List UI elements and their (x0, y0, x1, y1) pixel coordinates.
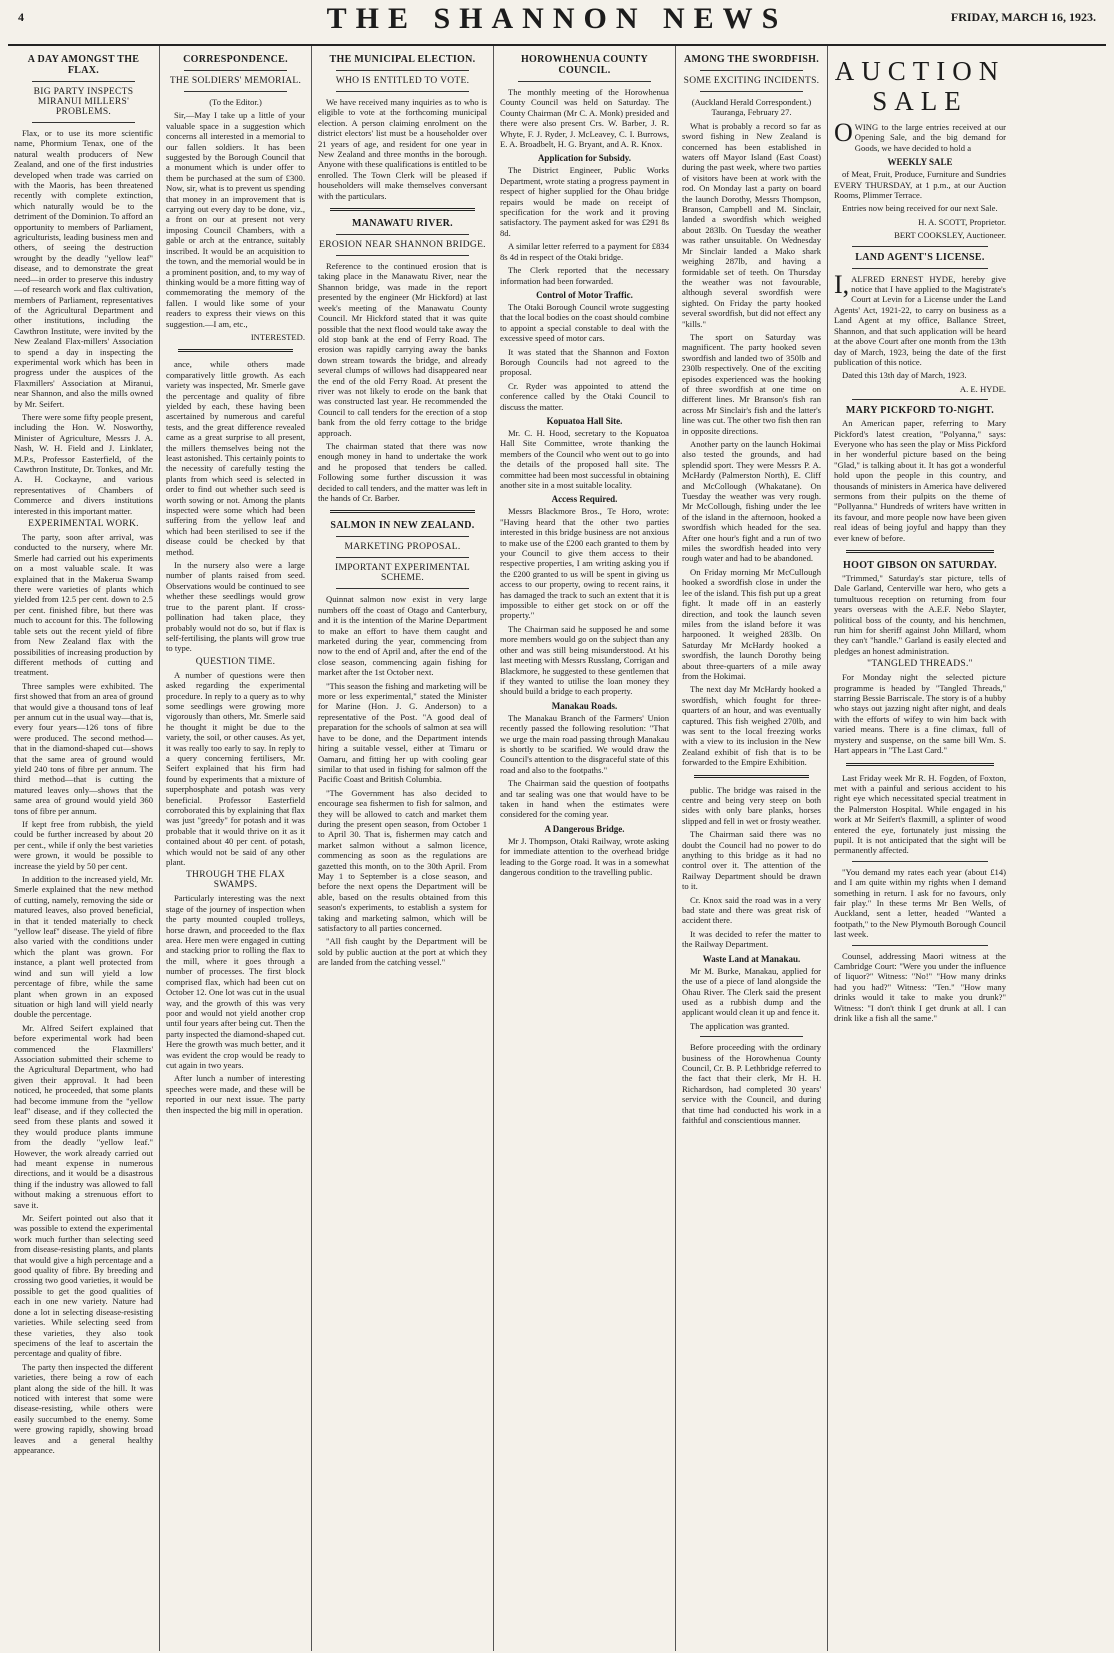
license-date: Dated this 13th day of March, 1923. (842, 370, 967, 381)
article-subheading: THE SOLDIERS' MEMORIAL. (169, 76, 302, 86)
divider (184, 70, 287, 71)
paragraph: If kept free from rubbish, the yield could be further increased by about 20 per cent., while if only the best varieties were grown, it would be possible to increase the yield by 50 per cent. (14, 819, 153, 871)
divider (32, 122, 135, 123)
divider (852, 945, 988, 946)
divider (852, 399, 988, 400)
article-heading: CORRESPONDENCE. (183, 54, 288, 65)
paragraph: Counsel, addressing Maori witness at the Cambridge Court: "Were you under the influence of liquor?" Witness: "No!" "How many drinks had you had?" Witness: "Ten." "How many drinks would it take to make you drunk?" Witness: "I don't think I get drunk at all. I can drink like a fish all the same." (834, 950, 1006, 1024)
article-subheading: BIG PARTY INSPECTS MIRANUI MILLERS' PROBLEMS. (33, 87, 134, 117)
paragraph: What is probably a record so far as sword fishing in New Zealand is concerned has been established in waters off Mayor Island (East Coast) during the past week, where two parties of visitors have been at work with the rod. On Monday last a party on board the launch Dorothy, Messrs Thompson, Branson, Campbell and M. Sinclair, landed a swordfish which weighed about 283lb. On Tuesday the weather was rather unsuitable. On Wednesday Mr Sinclair landed a Mako shark weighing 287lb, and having a formidable set of teeth. On Thursday the weather was not favourable, although several swordfish were sighted. On Friday the party hooked several swordfish, but did not effect any "kills." (682, 120, 821, 329)
license-signature: A. E. HYDE. (959, 383, 1006, 394)
paragraph: "You demand my rates each year (about £14) and I am quite within my rights when I demand something in return. I ask for no favours, only fair play." In these terms Mr Ben Wells, of Auckland, sent a letter, headed "Wanted a footpath," to the New Plymouth Borough Council last week. (834, 866, 1006, 940)
divider (700, 91, 803, 92)
paragraph: A number of questions were then asked regarding the experimental procedure. In reply to a query as to why some seedlings were growing more vigorously than others, Mr. Smerle said he thought it might be due to the variety, the soil, or other causes. As yet, it was really too early to say. In reply to a query concerning fertilisers, Mr. Seifert explained that his firm had found by experiments that a mixture of superphosphate and potash was very beneficial. Professor Easterfield corroborated this by explaining that flax was just "greedy" for potash and it was probable that it would thrive on it as it contained about 40 per cent. of potash, which would not be said of any other plant. (166, 669, 305, 868)
section-heading: Application for Subsidy. (537, 153, 632, 164)
paragraph: The District Engineer, Public Works Department, wrote stating a progress payment in respect of higher supplied for the Ohau bridge repairs would be made on receipt of specification for the work and it proving satisfactory. The payment asked for was £291 8s 8d. (500, 165, 669, 238)
section-heading: Control of Motor Traffic. (536, 289, 633, 300)
paragraph: The party then inspected the different varieties, there being a row of each plant along the side of the hill. It was noticed with interest that some were disease-resisting, while others were easily succumbed to the enemy. Some were growing rapidly, showing broad leaves and a general healthy appearance. (14, 1361, 153, 1455)
paragraph: In the nursery also were a large number of plants raised from seed. Observations would be continued to see whether these seedlings would grow true to the parent plant. If cross-pollination had taken place, they probably would not do so, but if flax is self-fertilising, the plants will grow true to type. (166, 560, 305, 654)
paragraph: The Chairman said he supposed he and some more members would go on the subject than any other and was still being misunderstood. At his last meeting with Messrs Russlang, Corrigan and Blackmore, he suggested to these gentlemen that if they wanted to utilise the loan money they should build a bridge to each property. (500, 623, 669, 697)
paragraph: Mr. C. H. Hood, secretary to the Kopuatoa Hall Site Committee, wrote thanking the members of the Council who went out to go into the details of the proposed hall site. The committee had been most successful in obtaining another site in a most suitable locality. (500, 427, 669, 490)
paragraph: Mr. Seifert pointed out also that it was possible to extend the experimental work much further than selecting seed from disease-resisting plants, and plants that would give a high percentage and a good quality of fibre. By breeding and crossing two good varieties, it would be possible to get the good qualities of each in one new variety. Nature had done a lot in selecting disease-resisting varieties. While selecting seed from these varieties, they also took specimens of the leaf to ascertain the percentage and quality of fibre. (14, 1213, 153, 1359)
paragraph: Cr. Ryder was appointed to attend the conference called by the Otaki Council to discuss the matter. (500, 380, 669, 412)
paragraph: Sir,—May I take up a little of your valuable space in a suggestion which concerns all interested in a memorial to our fallen soldiers. It has been suggested by the Borough Council that a monument which is under offer to them be purchased at the sum of £300. Now, sir, what is to prevent us spending that money in an improvement that is carrying out every day to be done, viz., a front on our at present not very imposing Council Chambers, with a gable or arch at the entrance, suitably inscribed. It would be an acquisition to the town, and the memorial would be in a prominent position, and, to my way of thinking would be a more fitting way of commemorating the memory of the fallen. I would like some of your readers to express their views on this suggestion.—I am, etc., (166, 110, 305, 329)
article-subheading: WHO IS ENTITLED TO VOTE. (335, 76, 470, 86)
article-heading: A DAY AMONGST THE FLAX. (27, 54, 140, 76)
paragraph: Reference to the continued erosion that is taking place in the Manawatu River, near the Shannon bridge, was made in the report presented by the engineer (Mr Hickford) at last week's meeting of the Manawatu County Council. Mr Hickford stated that it was quite possible that the next flood would take away the old stop bank at the end of Ferry Road. The erosion was rapidly carrying away the banks down stream towards the bridge, and already several clumps of willows had disappeared near the end of the old Ferry Road. At present the river was not likely to erode on the bank that was constructed last year. He recommended the Council to call tenders for the erection of a stop bank from the old ferry cottage to the bridge approach. (318, 261, 487, 438)
paragraph: The chairman stated that there was now enough money in hand to undertake the work and he proposed that tenders be called. Following some further discussion it was decided to call tenders, and the matter was left in the hands of Cr. Barber. (318, 440, 487, 503)
paragraph: The Chairman said the question of footpaths and tar sealing was one that would have to be taken in hand when the estimates were considered for the coming year. (500, 778, 669, 820)
divider (518, 81, 651, 82)
divider (700, 70, 803, 71)
paragraph: The party, soon after arrival, was conducted to the nursery, where Mr. Smerle had carried out his experiments on a most valuable scale. It was explained that in the Makerua Swamp there were varieties of plants which yielded from 12.5 per cent. down to 2.5 per cent. finished fibre, but there was much to account for this. The following table sets out the recent yield of fibre from New Zealand flax with the possibilities of increasing production by different methods of cutting and treatment. (14, 532, 153, 678)
article-heading: MANAWATU RIVER. (352, 218, 453, 230)
paragraph: Another party on the launch Hokimai also tested the grounds, and had splendid sport. They were Messrs P. A. McHardy (Palmerston North), E. Cliff and McCollough (Whakatane). On Tuesday the weather was very rough. Mr McCollough, fishing under the lee of the island in the afternoon, hooked a swordfish which headed for the sea. After one hour's fight and a run of two miles the swordfish headed into very rough water and had to be abandoned. (682, 439, 821, 564)
paragraph: An American paper, referring to Mary Pickford's latest creation, "Polyanna," says: Everyone who has seen the play or Miss Pickford in her wonderful picture based on the being "Glad," is talking about it. It has got a wonderful hold upon the people in this country, and thousands of ministers in America have delivered sermons from their pulpits on the theme of "Pollyanna." Hundreds of writers have written in its favour, and more people now have been given real ideas of being joyful and happy than they ever knew of before. (834, 418, 1006, 543)
paragraph: Quinnat salmon now exist in very large numbers off the coast of Otago and Canterbury, and it is the intention of the Marine Department to make an effort to have them caught and marketed during the year, commencing from now to the end of April and, after the end of the close season, commencing again fishing for market after the 1st October next. (318, 594, 487, 678)
paragraph: Three samples were exhibited. The first showed that from an area of ground that would give a thousand tons of leaf per annum cut in the usual way—that is, every four years—126 tons of fibre were produced. The second method—that in the diamond-shaped cut—shows that the same area of ground would yield 240 tons of fibre per annum. The third method—that is cutting the matured leaves only—shows that the same area of ground would yield 360 tons of fibre per annum. (14, 680, 153, 816)
paragraph: The Chairman said there was no doubt the Council had no power to do anything to this bridge as it had no control over it. The attention of the Railway Department should be drawn to it. (682, 829, 821, 892)
divider (32, 81, 135, 82)
divider (336, 91, 469, 92)
paragraph: Cr. Knox said the road was in a very bad state and there was great risk of accident there. (682, 894, 821, 926)
divider (700, 1036, 803, 1037)
issue-date: FRIDAY, MARCH 16, 1923. (950, 10, 1096, 24)
divider (852, 268, 988, 269)
paragraph: Particularly interesting was the next stage of the journey of inspection when the party mounted coupled trolleys, horse drawn, and proceeded to the flax area. Here men were engaged in cutting and stacking prior to rolling the flax to the mill, where it goes through a number of processes. The first block comprised flax, which had been cut on October 12. One lot was cut in the usual way, and the growth of this was very poor and would not yield another crop until four years after being cut. Then the party inspected the diamond-shaped cut. Here the growth was much better, and it was evident the crop would be ready to cut again in two years. (166, 893, 305, 1070)
section-heading: EXPERIMENTAL WORK. (28, 519, 139, 530)
auction-weekly-heading: WEEKLY SALE (887, 157, 953, 168)
divider (846, 550, 994, 553)
divider (330, 208, 475, 211)
paragraph: "The Government has also decided to encourage sea fishermen to fish for salmon, and they will be allowed to catch and market them during the present open season, from October 1 to April 30. That is, fishermen may catch and market salmon without a salmon licence, commencing as soon as the regulations are gazetted this month, on to the 30th April. From May 1 to September is a close season, and before the next opens the Department will be able, based on the results obtained from this season's experiments, to establish a system for taking and marketing salmon, which will be satisfactory to all parties concerned. (318, 787, 487, 933)
paragraph: "This season the fishing and marketing will be more or less experimental," stated the Minister for Marine (Hon. J. G. Anderson) to a representative of the Post. "A good deal of preparation for the schools of salmon at sea will have to be done, and the Department intends hiring a suitable vessel, either at Timaru or Oamaru, and fitting her up with cooling gear similar to that used in fishing for salmon off the Pacific Coast and British Columbia. (318, 680, 487, 785)
divider (694, 775, 809, 778)
section-heading: Kopuatoa Hall Site. (546, 415, 623, 426)
paragraph: For Monday night the selected picture programme is headed by "Tangled Threads," starring Bessie Barriscale. The story is of a hubby who stays out jazzing night after night, and deals with the efforts of wifey to win him back with varied means. There is a fine climax, full of mystery and suspense, on the same bill Wm. S. Hart appears in "The Last Card." (834, 672, 1006, 756)
column-flax (8, 46, 160, 1651)
paragraph: Last Friday week Mr R. H. Fogden, of Foxton, met with a painful and serious accident to his right eye which necessitated special treatment in the Palmerston Hospital. While engaged in his work at Mr Seifert's flaxmill, a splinter of wood entered the eye, fortunately just missing the pupil. It is not anticipated that the sight will be permanently affected. (834, 772, 1006, 856)
divider (336, 557, 469, 558)
article-subheading: IMPORTANT EXPERIMENTAL SCHEME. (335, 563, 470, 584)
section-heading: Waste Land at Manakau. (702, 953, 801, 964)
paragraph: It was stated that the Shannon and Foxton Borough Councils had not agreed to the proposal. (500, 346, 669, 378)
paragraph: It was decided to refer the matter to the Railway Department. (682, 928, 821, 950)
paragraph: The Manakau Branch of the Farmers' Union recently passed the following resolution: "That we urge the main road passing through Manakau is shortly to be scarified. We would draw the Council's attention to the disgraceful state of this road and also to the footpaths." (500, 712, 669, 775)
divider (178, 349, 293, 352)
divider (330, 510, 475, 513)
letter-address: (To the Editor.) (209, 97, 262, 107)
auction-ad-text: WING to the large entries received at our Opening Sale, and the big demand for Goods, we have decided to hold a (854, 122, 1006, 153)
dropcap: O (834, 118, 853, 147)
paragraph: Mr J. Thompson, Otaki Railway, wrote asking for immediate attention to the overhead bridge leading to the Gorge road. It was in a somewhat dangerous condition to the travelling public. (500, 835, 669, 877)
paragraph: The monthly meeting of the Horowhenua County Council was held on Saturday. The County Chairman (Mr C. A. Monk) presided and there were also present Crs. W. Barber, J. R. Whyte, F. J. Ryder, J. McLeavey, C. I. Burrows, E. A. Broadbelt, H. G. Bryant, and A. R. Knox. (500, 87, 669, 150)
license-text: ALFRED ERNEST HYDE, hereby give notice that I have applied to the Magistrate's Court at Levin for a License under the Land Agents' Act, 1921-22, to carry on business as a Land Agent at my office, Ballance Street, Shannon, and that such application will be heard at the above Court after one month from the 13th day of March, 1923, being the date of the first publication of this notice. (834, 273, 1006, 367)
dateline: (Auckland Herald Correspondent.) Tauranga, February 27. (691, 97, 812, 118)
column-swordfish (676, 46, 828, 1651)
article-heading: THE MUNICIPAL ELECTION. (329, 54, 476, 65)
divider (184, 91, 287, 92)
divider (336, 255, 469, 256)
paragraph: There were some fifty people present, including the Hon. W. Nosworthy, Minister of Agriculture, Messrs J. A. Nash, W. H. Field and J. Linklater, M.P.s, Professor Easterfield, of the Cawthron Institute, Dr. Tonkes, and Mr. A. H. Cockayne, and various representatives of Chambers of Commerce and divers institutions interested in this important matter. (14, 411, 153, 516)
paragraph: The Otaki Borough Council wrote suggesting that the local bodies on the coast should combine to appoint a special constable to deal with the excessive speed of motor cars. (500, 301, 669, 344)
article-heading: SALMON IN NEW ZEALAND. (330, 520, 475, 532)
divider (336, 588, 469, 589)
paragraph: "All fish caught by the Department will be sold by public auction at the port at which they are landed from the catching vessel." (318, 936, 487, 968)
paragraph: The sport on Saturday was magnificent. The party hooked seven swordfish and landed two of 350lb and 230lb respectively. One of the exciting episodes experienced was the hooking of three swordfish at one time on different lines. Mr Branson's fish ran across Mr Sinclair's fish and the latter's line was cut. The other two fish then ran in opposite directions. (682, 331, 821, 436)
dropcap: I, (834, 269, 850, 299)
paragraph: The Clerk reported that the necessary information had been forwarded. (500, 265, 669, 286)
newspaper-title: THE SHANNON NEWS (326, 2, 788, 35)
columns (8, 46, 1106, 1651)
section-heading: Manakau Roads. (551, 700, 618, 711)
article-subheading: "TANGLED THREADS." (867, 659, 973, 670)
auction-ad-title-2: SALE (872, 86, 968, 116)
masthead (8, 0, 1106, 46)
ad-signature: BERT COOKSLEY, Auctioneer. (894, 230, 1006, 241)
paragraph: We have received many inquiries as to who is eligible to vote at the forthcoming municipal election. A person claiming enrolment on the district electors' list must be a householder over 21 years of age, and resident for one year in New Zealand and three months in the borough. Anyone with these qualifications is entitled to be enrolled. The Town Clerk will be pleased if householders will make themselves conversant with the particulars. (318, 97, 487, 201)
article-subheading: MARKETING PROPOSAL. (344, 542, 461, 553)
paragraph: On Friday morning Mr McCullough hooked a swordfish close in under the lee of the island. This fish put up a great fight. It made off in an easterly direction, and took the launch seven miles from the island before it was harpooned. It weighed 283lb. On Saturday Mr McHardy hooked a swordfish, the launch Dorothy being about three-quarters of a mile away from the Hokimai. (682, 566, 821, 681)
paragraph: ance, while others made comparatively little growth. As each variety was inspected, Mr. Smerle gave the percentage and quality of fibre yielded by each, these having been ascertained by numerous and careful tests, and the great difference revealed came as a great surprise to all present, the millers themselves being not the least astonished. This certainly points to the necessity of carefully testing the plants from which seed is selected in order to find out whether such seed is worth sowing or not. Among the plants inspected were some which had been suffering from the yellow leaf and which had been sterilised to see if the disease could be checked by that method. (166, 359, 305, 557)
auction-ad-title: AUCTION (834, 56, 1006, 86)
column-horowhenua (494, 46, 676, 1651)
paragraph: "Trimmed," Saturday's star picture, tells of Dale Garland, Centerville war hero, who gets a tumultuous reception on returning from four years overseas with the A.E.F. Nebo Slayter, political boss of the county, and his henchmen, run him for sheriff against John Millard, whom they can't "handle." Garland is easily elected and pledges an honest administration. (834, 573, 1006, 656)
divider (846, 763, 994, 766)
letter-signature: INTERESTED. (250, 331, 305, 342)
article-subheading: SOME EXCITING INCIDENTS. (683, 76, 820, 86)
article-subheading: EROSION NEAR SHANNON BRIDGE. (319, 240, 486, 251)
divider (336, 234, 469, 235)
paragraph: In addition to the increased yield, Mr. Smerle explained that the new method of cutting, namely, removing the side or matured leaves, also proved beneficial, in that it tended materially to check "yellow leaf" disease. The yield of fibre also varied with the conditions under which the plant was grown. For instance, a plant well protected from wind and sun will yield a low percentage of fibre, while the same plant when grown in an exposed situation or high land will yield nearly double the percentage. (14, 874, 153, 1020)
section-heading: THROUGH THE FLAX SWAMPS. (185, 870, 286, 891)
paragraph: public. The bridge was raised in the centre and being very steep on both sides with only bare planks, horses slipped and fell in wet or frosty weather. (682, 784, 821, 826)
paragraph: Mr. Alfred Seifert explained that before experimental work had been commenced the Flaxmillers' Association submitted their scheme to the Agricultural Department, who had given their approval. It had been noticed, he proceeded, that some plants had become immune from the "yellow leaf" disease, and if they collected the seed from these plants and sowed it they would produce plants immune from the deadly "yellow leaf." However, the work already carried out had meant expense in numerous directions, and it would be a disastrous thing if the industry was allowed to fall without making a strenuous effort to save it. (14, 1022, 153, 1210)
column-municipal (312, 46, 494, 1651)
paragraph: The next day Mr McHardy hooked a swordfish, which fought for three-quarters of an hour, and was eventually captured. This fish weighed 270lb, and was sent to the local freezing works with a view to its inclusion in the New Zealand exhibit of fish that is to be forwarded to the Empire Exhibition. (682, 684, 821, 768)
section-heading: QUESTION TIME. (195, 656, 276, 667)
auction-ad-text: of Meat, Fruit, Produce, Furniture and Sundries EVERY THURSDAY, at 1 p.m., at our Auction Rooms, Plimmer Terrace. (834, 169, 1006, 201)
section-heading: Access Required. (551, 494, 618, 505)
divider (336, 536, 469, 537)
paragraph: Before proceeding with the ordinary business of the Horowhenua County Council, Cr. B. P. Lethbridge referred to the fact that their clerk, Mr H. H. Richardson, had completed 30 years' service with the Council, and during that time had conducted his work in a faithful and conscientious manner. (682, 1042, 821, 1125)
divider (852, 861, 988, 862)
article-heading: AMONG THE SWORDFISH. (684, 54, 819, 65)
paragraph: After lunch a number of interesting speeches were made, and these will be reported in our next issue. The party then inspected the big mill in operation. (166, 1073, 305, 1115)
column-advertisements (828, 46, 1012, 1651)
article-heading: MARY PICKFORD TO-NIGHT. (845, 405, 995, 417)
article-heading: LAND AGENT'S LICENSE. (855, 251, 985, 263)
paragraph: The application was granted. (690, 1020, 790, 1031)
paragraph: Mr M. Burke, Manakau, applied for the use of a piece of land alongside the Ohau River. The Clerk said the present used as a rubbish dump and the applicant would clean it up and fence it. (682, 965, 821, 1018)
ad-signature: H. A. SCOTT, Proprietor. (918, 216, 1006, 227)
column-correspondence (160, 46, 312, 1651)
article-heading: HOOT GIBSON ON SATURDAY. (843, 560, 997, 571)
divider (852, 246, 988, 247)
article-heading: HOROWHENUA COUNTY COUNCIL. (520, 54, 649, 76)
paragraph: Messrs Blackmore Bros., Te Horo, wrote: "Having heard that the other two parties interested in this bridge business are not anxious to make use of the £200 each granted to them by your Council to give them access to their respective properties, I am writing asking you if the £200 granted to us will be spent in giving us access to our property, owing to recent rains, it has damaged the track to such an extent that it is impossible to either get stock on or off the property." (500, 506, 669, 621)
auction-ad-text: Entries now being received for our next Sale. (842, 203, 998, 214)
divider (336, 70, 469, 71)
paragraph: A similar letter referred to a payment for £834 8s 4d in respect of the Otaki bridge. (500, 241, 669, 262)
page-number: 4 (18, 10, 24, 24)
section-heading: A Dangerous Bridge. (544, 823, 625, 834)
paragraph: Flax, or to use its more scientific name, Phormium Tenax, one of the natural wealth producers of New Zealand, and one of the first industries developed when trade was carried on with the Maoris, has been threatened recently with complete extinction, which naturally would be to the detriment of the Dominion. To afford an opportunity to members of Parliament, agriculturists, leading business men and others, of seeing the destruction wrought by the deadly "yellow leaf" disease, and to demonstrate the great need—in order to preserve this industry—of research work and flax cultivation, members of Parliament, representatives of the Agricultural Department and other institutions, including the Cawthron Institute, were invited by the New Zealand Flax-millers' Association to spend a day in inspecting the experimental work which has been in progress under the auspices of the Flaxmillers' Association at Miranui, near Shannon, and also the mills owned by Mr. Seifert. (14, 128, 153, 409)
